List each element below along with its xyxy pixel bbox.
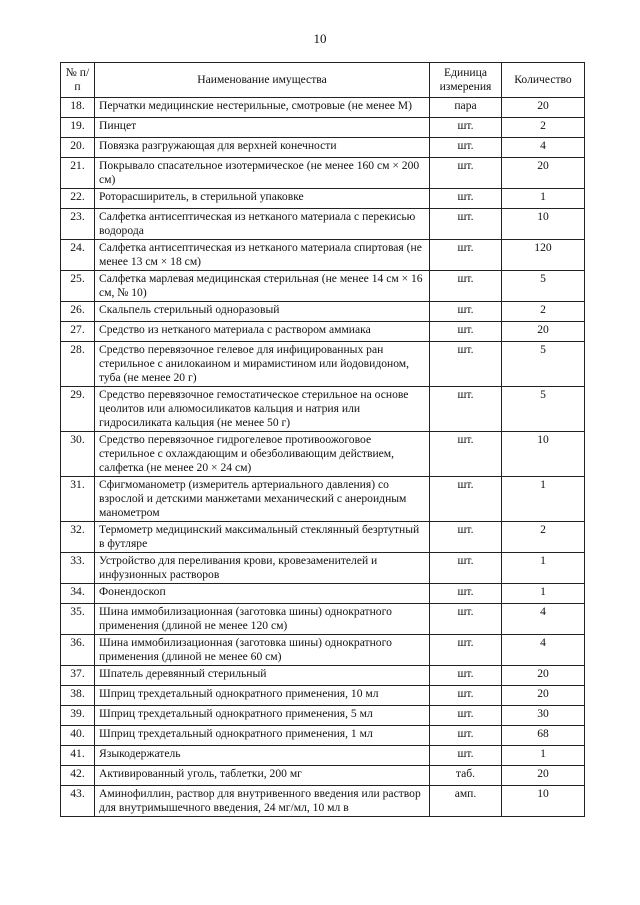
cell-qty: 5 [502, 387, 585, 432]
table-row [61, 322, 585, 342]
cell-name: Шина иммобилизационная (заготовка шины) однократного применения (длиной не менее 120 см) [95, 604, 430, 635]
cell-unit: шт. [430, 686, 502, 706]
cell-num: 32. [61, 522, 95, 553]
table-row [61, 342, 585, 387]
cell-name: Перчатки медицинские нестерильные, смотровые (не менее M) [95, 98, 430, 118]
cell-num: 23. [61, 209, 95, 240]
cell-unit: шт. [430, 302, 502, 322]
cell-name: Шина иммобилизационная (заготовка шины) однократного применения (длиной не менее 60 см) [95, 635, 430, 666]
cell-qty: 20 [502, 766, 585, 786]
cell-qty: 20 [502, 322, 585, 342]
cell-unit: шт. [430, 666, 502, 686]
cell-unit: шт. [430, 189, 502, 209]
table-row [61, 158, 585, 189]
cell-num: 27. [61, 322, 95, 342]
cell-num: 41. [61, 746, 95, 766]
cell-name: Салфетка антисептическая из нетканого материала спиртовая (не менее 13 см × 18 см) [95, 240, 430, 271]
cell-num: 40. [61, 726, 95, 746]
cell-unit: шт. [430, 432, 502, 477]
cell-unit: шт. [430, 240, 502, 271]
cell-unit: шт. [430, 118, 502, 138]
cell-num: 39. [61, 706, 95, 726]
cell-qty: 4 [502, 635, 585, 666]
page-number: 10 [313, 31, 327, 46]
cell-unit: шт. [430, 522, 502, 553]
cell-unit: шт. [430, 322, 502, 342]
header-name: Наименование имущества [95, 63, 430, 98]
table-row [61, 138, 585, 158]
cell-qty: 1 [502, 746, 585, 766]
cell-unit: шт. [430, 209, 502, 240]
cell-unit: шт. [430, 584, 502, 604]
cell-name: Активированный уголь, таблетки, 200 мг [95, 766, 430, 786]
table-row [61, 686, 585, 706]
cell-name: Шприц трехдетальный однократного применения, 10 мл [95, 686, 430, 706]
table-row [61, 432, 585, 477]
cell-unit: амп. [430, 786, 502, 817]
cell-name: Средство перевязочное гидрогелевое противоожоговое стерильное с охлаждающим и обезболивающим действием, салфетка (не менее 20 × 24 см) [95, 432, 430, 477]
table-row [61, 387, 585, 432]
cell-num: 20. [61, 138, 95, 158]
cell-unit: шт. [430, 706, 502, 726]
cell-name: Языкодержатель [95, 746, 430, 766]
table-row [61, 271, 585, 302]
cell-name: Роторасширитель, в стерильной упаковке [95, 189, 430, 209]
cell-num: 43. [61, 786, 95, 817]
header-num: № п/п [61, 63, 95, 98]
cell-num: 19. [61, 118, 95, 138]
cell-unit: шт. [430, 553, 502, 584]
cell-unit: шт. [430, 604, 502, 635]
cell-num: 36. [61, 635, 95, 666]
cell-num: 35. [61, 604, 95, 635]
cell-qty: 20 [502, 158, 585, 189]
cell-unit: шт. [430, 158, 502, 189]
cell-unit: шт. [430, 387, 502, 432]
table-row [61, 302, 585, 322]
cell-qty: 2 [502, 118, 585, 138]
cell-name: Сфигмоманометр (измеритель артериального давления) со взрослой и детскими манжетами механический с анероидным манометром [95, 477, 430, 522]
cell-qty: 2 [502, 522, 585, 553]
cell-name: Средство перевязочное гемостатическое стерильное на основе цеолитов или алюмосиликатов кальция и натрия или гидросиликата кальция (не менее 50 г) [95, 387, 430, 432]
cell-name: Термометр медицинский максимальный стеклянный безртутный в футляре [95, 522, 430, 553]
cell-name: Устройство для переливания крови, кровезаменителей и инфузионных растворов [95, 553, 430, 584]
table-row [61, 522, 585, 553]
cell-num: 24. [61, 240, 95, 271]
cell-qty: 10 [502, 786, 585, 817]
cell-qty: 1 [502, 553, 585, 584]
cell-unit: таб. [430, 766, 502, 786]
cell-name: Аминофиллин, раствор для внутривенного введения или раствор для внутримышечного введения, 24 мг/мл, 10 мл в [95, 786, 430, 817]
cell-qty: 20 [502, 98, 585, 118]
table-row [61, 746, 585, 766]
table-row [61, 189, 585, 209]
table-row [61, 604, 585, 635]
cell-num: 18. [61, 98, 95, 118]
table-row [61, 706, 585, 726]
cell-num: 38. [61, 686, 95, 706]
header-qty: Количество [502, 63, 585, 98]
cell-qty: 2 [502, 302, 585, 322]
table-row [61, 98, 585, 118]
cell-name: Салфетка марлевая медицинская стерильная (не менее 14 см × 16 см, № 10) [95, 271, 430, 302]
table-row [61, 209, 585, 240]
cell-unit: пара [430, 98, 502, 118]
cell-qty: 1 [502, 189, 585, 209]
cell-name: Повязка разгружающая для верхней конечности [95, 138, 430, 158]
cell-num: 31. [61, 477, 95, 522]
cell-num: 29. [61, 387, 95, 432]
cell-qty: 5 [502, 271, 585, 302]
cell-qty: 120 [502, 240, 585, 271]
cell-qty: 30 [502, 706, 585, 726]
cell-name: Шприц трехдетальный однократного применения, 5 мл [95, 706, 430, 726]
cell-num: 42. [61, 766, 95, 786]
table-header-row [61, 63, 585, 98]
cell-name: Шпатель деревянный стерильный [95, 666, 430, 686]
cell-unit: шт. [430, 746, 502, 766]
table-row [61, 553, 585, 584]
cell-qty: 1 [502, 584, 585, 604]
cell-qty: 4 [502, 604, 585, 635]
cell-name: Средство перевязочное гелевое для инфицированных ран стерильное с анилокаином и мирамистином или йодовидоном, туба (не менее 20 г) [95, 342, 430, 387]
cell-num: 28. [61, 342, 95, 387]
cell-qty: 4 [502, 138, 585, 158]
cell-qty: 68 [502, 726, 585, 746]
inventory-table [60, 62, 585, 817]
cell-qty: 5 [502, 342, 585, 387]
cell-unit: шт. [430, 726, 502, 746]
cell-name: Салфетка антисептическая из нетканого материала с перекисью водорода [95, 209, 430, 240]
table-row [61, 786, 585, 817]
table-row [61, 666, 585, 686]
cell-name: Покрывало спасательное изотермическое (не менее 160 см × 200 см) [95, 158, 430, 189]
cell-name: Шприц трехдетальный однократного применения, 1 мл [95, 726, 430, 746]
cell-name: Пинцет [95, 118, 430, 138]
cell-num: 26. [61, 302, 95, 322]
cell-unit: шт. [430, 477, 502, 522]
table-row [61, 766, 585, 786]
cell-qty: 10 [502, 432, 585, 477]
cell-qty: 1 [502, 477, 585, 522]
table-row [61, 118, 585, 138]
cell-qty: 10 [502, 209, 585, 240]
cell-unit: шт. [430, 635, 502, 666]
cell-unit: шт. [430, 271, 502, 302]
cell-num: 21. [61, 158, 95, 189]
cell-name: Фонендоскоп [95, 584, 430, 604]
cell-num: 30. [61, 432, 95, 477]
table-row [61, 635, 585, 666]
cell-qty: 20 [502, 686, 585, 706]
cell-qty: 20 [502, 666, 585, 686]
cell-num: 25. [61, 271, 95, 302]
cell-num: 22. [61, 189, 95, 209]
cell-name: Средство из нетканого материала с раствором аммиака [95, 322, 430, 342]
table-row [61, 584, 585, 604]
cell-unit: шт. [430, 342, 502, 387]
header-unit: Единица измерения [430, 63, 502, 98]
table-row [61, 477, 585, 522]
cell-num: 37. [61, 666, 95, 686]
table-row [61, 240, 585, 271]
cell-num: 34. [61, 584, 95, 604]
cell-unit: шт. [430, 138, 502, 158]
table-row [61, 726, 585, 746]
cell-num: 33. [61, 553, 95, 584]
cell-name: Скальпель стерильный одноразовый [95, 302, 430, 322]
